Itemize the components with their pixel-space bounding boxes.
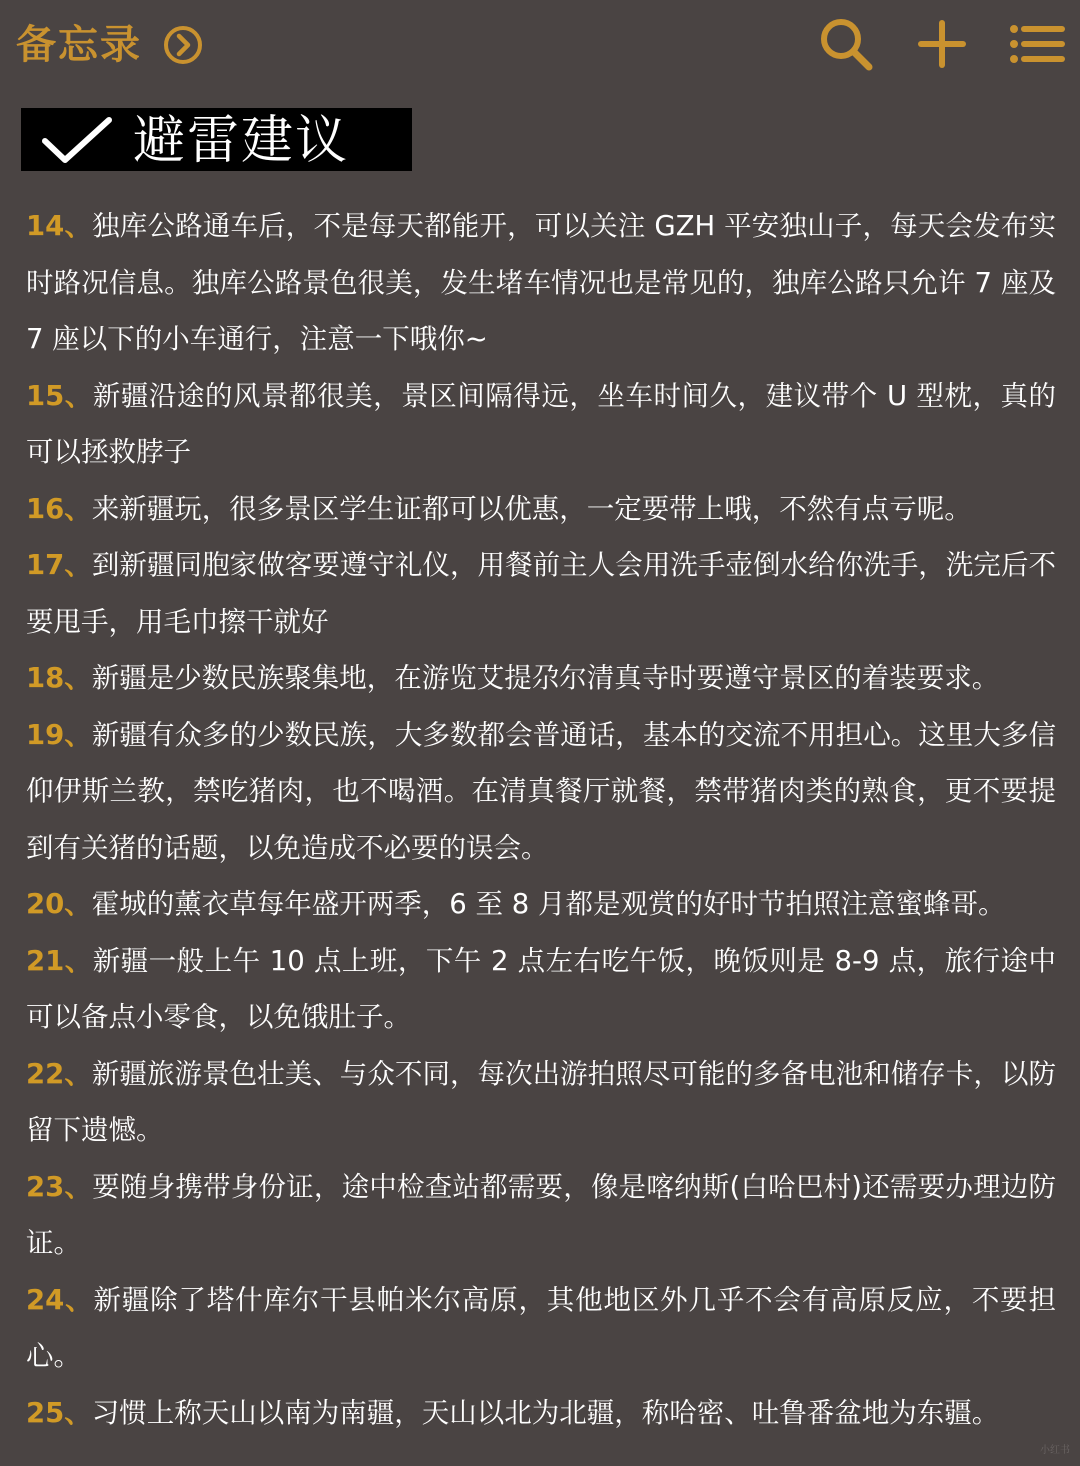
tip-number: 18、 (26, 662, 92, 694)
tip-text: 新疆是少数民族聚集地，在游览艾提尕尔清真寺时要遵守景区的着装要求。 (91, 662, 1000, 694)
tip-item-21 (26, 933, 1056, 1046)
section-header (21, 108, 412, 171)
tip-number: 23、 (26, 1170, 93, 1203)
tip-text: 要随身携带身份证，途中检查站都需要，像是喀纳斯(白哈巴村)还需要办理边防证。 (26, 1170, 1056, 1259)
search-icon[interactable] (816, 14, 876, 74)
tip-text: 来新疆玩，很多景区学生证都可以优惠，一定要带上哦，不然有点亏呢。 (91, 492, 972, 525)
tip-item-15 (26, 368, 1056, 481)
tip-text: 新疆沿途的风景都很美，景区间隔得远，坐车时间久，建议带个 U 型枕，真的可以拯救脖子 (26, 379, 1056, 468)
tip-number: 19、 (26, 718, 92, 751)
tip-item-22 (26, 1046, 1056, 1159)
tip-number: 17、 (26, 549, 92, 581)
tip-text: 到新疆同胞家做客要遵守礼仪，用餐前主人会用洗手壶倒水给你洗手，洗完后不要甩手，用毛巾擦干就好 (26, 549, 1056, 638)
checkmark-icon (39, 114, 117, 168)
app-title[interactable]: 备忘录 (16, 22, 142, 68)
tip-item-25 (26, 1385, 1056, 1442)
tip-text: 新疆除了塔什库尔干县帕米尔高原，其他地区外几乎不会有高原反应，不要担心。 (26, 1283, 1056, 1372)
tip-number: 22、 (26, 1057, 92, 1090)
note-content[interactable] (26, 198, 1056, 1441)
tip-number: 14、 (26, 210, 93, 242)
tip-number: 20、 (26, 888, 92, 920)
top-bar (0, 0, 1080, 90)
tip-item-14 (26, 198, 1056, 368)
tip-item-24 (26, 1272, 1056, 1385)
list-menu-icon[interactable] (1006, 14, 1066, 74)
tip-text: 霍城的薰衣草每年盛开两季，6 至 8 月都是观赏的好时节拍照注意蜜蜂哥。 (91, 888, 1006, 920)
tip-item-20 (26, 876, 1056, 933)
tip-number: 24、 (26, 1283, 94, 1316)
tip-item-16 (26, 481, 1056, 538)
tip-text: 新疆一般上午 10 点上班，下午 2 点左右吃午饭，晚饭则是 8-9 点，旅行途中可以备点小零食，以免饿肚子。 (26, 944, 1056, 1033)
plus-icon[interactable] (912, 14, 972, 74)
tip-text: 新疆有众多的少数民族，大多数都会普通话，基本的交流不用担心。这里大多信仰伊斯兰教，禁吃猪肉，也不喝酒。在清真餐厅就餐，禁带猪肉类的熟食，更不要提到有关猪的话题，以免造成不必要的误会。 (26, 718, 1056, 864)
tip-text: 习惯上称天山以南为南疆，天山以北为北疆，称哈密、吐鲁番盆地为东疆。 (91, 1396, 1000, 1429)
tip-number: 15、 (26, 379, 93, 412)
section-title: 避雷建议 (133, 111, 350, 171)
tip-number: 25、 (26, 1396, 92, 1429)
tip-item-17 (26, 537, 1056, 650)
watermark: 小红书 (1040, 1445, 1070, 1456)
tip-text: 新疆旅游景色壮美、与众不同，每次出游拍照尽可能的多备电池和储存卡，以防留下遗憾。 (26, 1057, 1056, 1146)
chevron-right-circle-icon[interactable] (162, 24, 204, 66)
tip-item-19 (26, 707, 1056, 877)
tip-number: 16、 (26, 492, 92, 525)
tip-item-23 (26, 1159, 1056, 1272)
tip-text: 独库公路通车后，不是每天都能开，可以关注 GZH 平安独山子，每天会发布实时路况信息。独库公路景色很美，发生堵车情况也是常见的，独库公路只允许 7 座及 7 座以下的小车通行，注意一下哦你~ (26, 210, 1056, 355)
tip-item-18 (26, 650, 1056, 707)
tip-number: 21、 (26, 944, 93, 977)
